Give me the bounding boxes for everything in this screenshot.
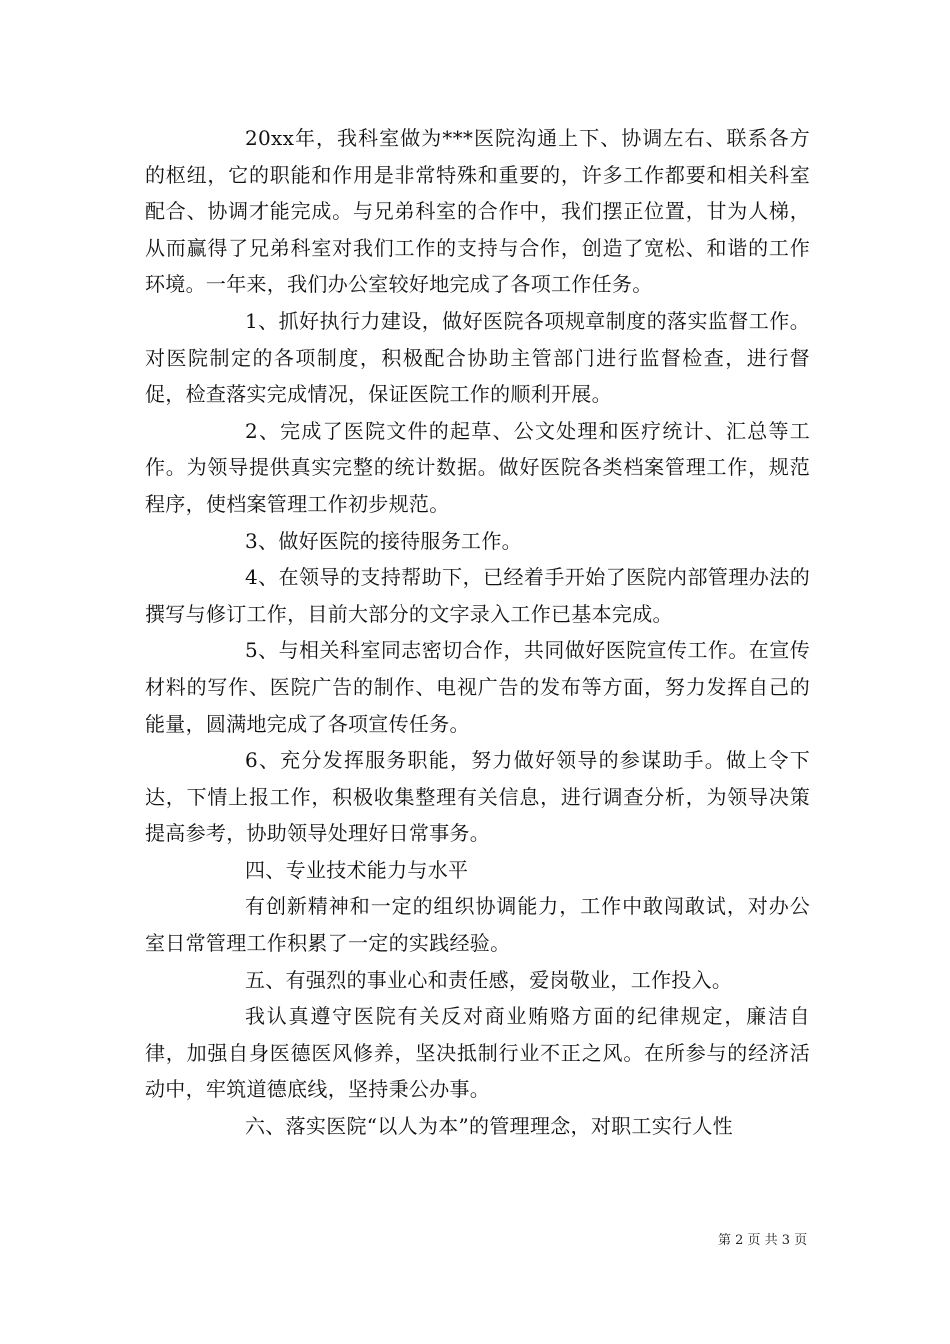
paragraph-intro: 20xx年，我科室做为***医院沟通上下、协调左右、联系各方的枢纽，它的职能和作用是非常特殊和重要的，许多工作都要和相关科室配合、协调才能完成。与兄弟科室的合作中，我们摆正位置，甘为人梯，从而赢得了兄弟科室对我们工作的支持与合作，创造了宽松、和谐的工作环境。一年来，我们办公室较好地完成了各项工作任务。 <box>145 126 810 297</box>
paragraph-integrity: 我认真遵守医院有关反对商业贿赂方面的纪律规定，廉洁自律，加强自身医德医风修养，坚决抵制行业不正之风。在所参与的经济活动中，牢筑道德底线，坚持秉公办事。 <box>145 1004 810 1102</box>
section-heading-four: 四、专业技术能力与水平 <box>245 857 469 882</box>
paragraph-item-3: 3、做好医院的接待服务工作。 <box>245 528 522 553</box>
section-heading-six: 六、落实医院“以人为本”的管理理念，对职工实行人性 <box>245 1114 733 1139</box>
paragraph-item-4: 4、在领导的支持帮助下，已经着手开始了医院内部管理办法的撰写与修订工作，目前大部分的文字录入工作已基本完成。 <box>145 565 810 626</box>
paragraph-skills: 有创新精神和一定的组织协调能力，工作中敢闯敢试，对办公室日常管理工作积累了一定的实践经验。 <box>145 894 810 956</box>
page-number-footer: 第 2 页 共 3 页 <box>718 1233 808 1248</box>
paragraph-item-5: 5、与相关科室同志密切合作，共同做好医院宣传工作。在宣传材料的写作、医院广告的制作、电视广告的发布等方面，努力发挥自己的能量，圆满地完成了各项宣传任务。 <box>145 638 810 736</box>
section-heading-five: 五、有强烈的事业心和责任感，爱岗敬业，工作投入。 <box>245 967 733 992</box>
paragraph-item-2: 2、完成了医院文件的起草、公文处理和医疗统计、汇总等工作。为领导提供真实完整的统计数据。做好医院各类档案管理工作，规范程序，使档案管理工作初步规范。 <box>145 418 810 516</box>
document-body <box>145 120 810 1145</box>
paragraph-item-1: 1、抓好执行力建设，做好医院各项规章制度的落实监督工作。对医院制定的各项制度，积极配合协助主管部门进行监督检查，进行督促，检查落实完成情况，保证医院工作的顺利开展。 <box>145 308 810 407</box>
paragraph-item-6: 6、充分发挥服务职能，努力做好领导的参谋助手。做上令下达，下情上报工作，积极收集整理有关信息，进行调查分析，为领导决策提高参考，协助领导处理好日常事务。 <box>145 748 810 846</box>
